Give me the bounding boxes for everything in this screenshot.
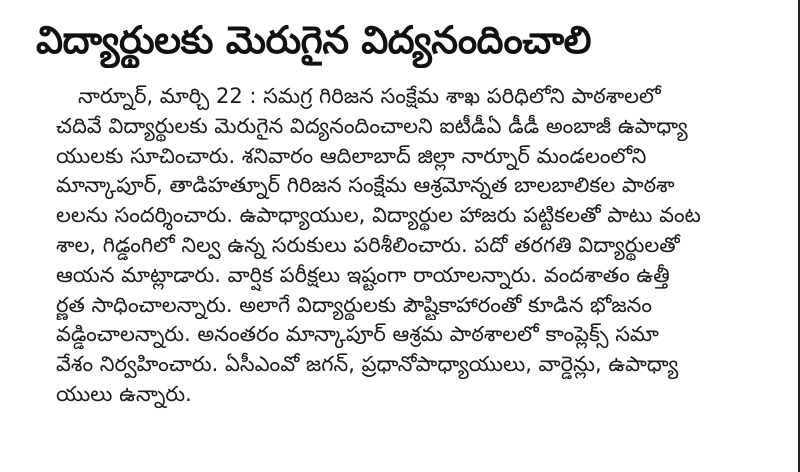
article-line: నార్నూర్, మార్చి 22 : సమగ్ర గిరిజన సంక్షేమ శాఖ పరిధిలోని పాఠశాలలో [78, 84, 661, 108]
article-line: చదివే విద్యార్థులకు మెరుగైన విద్యనందించాలని ఐటీడీఏ డీడీ అంబాజీ ఉపాధ్యా [56, 113, 688, 138]
article-line: ర్ణత సాధించాలన్నారు. అలాగే విద్యార్థులకు పౌష్టికాహారంతో కూడిన భోజనం [56, 292, 653, 317]
article-line: వేశం నిర్వహించారు. ఏసీఎంవో జగన్, ప్రధానోపాధ్యాయులు, వార్డెన్లు, ఉపాధ్యా [56, 352, 679, 377]
article-line: వడ్డించాలన్నారు. అనంతరం మాన్కాపూర్ ఆశ్రమ పాఠశాలలో కాంప్లెక్స్ సమా [56, 322, 659, 347]
headline: విద్యార్థులకు మెరుగైన విద్యనందించాలి [36, 18, 592, 62]
article-line: యులు ఉన్నారు. [56, 381, 192, 406]
article-line: యులకు సూచించారు. శనివారం ఆదిలాబాద్ జిల్లా నార్నూర్ మండలంలోని [56, 143, 647, 168]
article-line: శాల, గిడ్డంగిలో నిల్వ ఉన్న సరుకులు పరిశీలించారు. పదో తరగతి విద్యార్థులతో [56, 232, 680, 257]
article-line: ఆయన మాట్లాడారు. వార్షిక పరీక్షలు ఇష్టంగా రాయాలన్నారు. వందశాతం ఉత్తీ [56, 262, 670, 287]
article-line: మాన్కాపూర్, తాడిహత్నూర్ గిరిజన సంక్షేమ ఆశ్రమోన్నత బాలబాలికల పాఠశా [56, 173, 675, 198]
article-line: లలను సందర్శించారు. ఉపాధ్యాయుల, విద్యార్థుల హాజరు పట్టికలతో పాటు వంట [56, 203, 701, 228]
article-body [56, 82, 756, 410]
